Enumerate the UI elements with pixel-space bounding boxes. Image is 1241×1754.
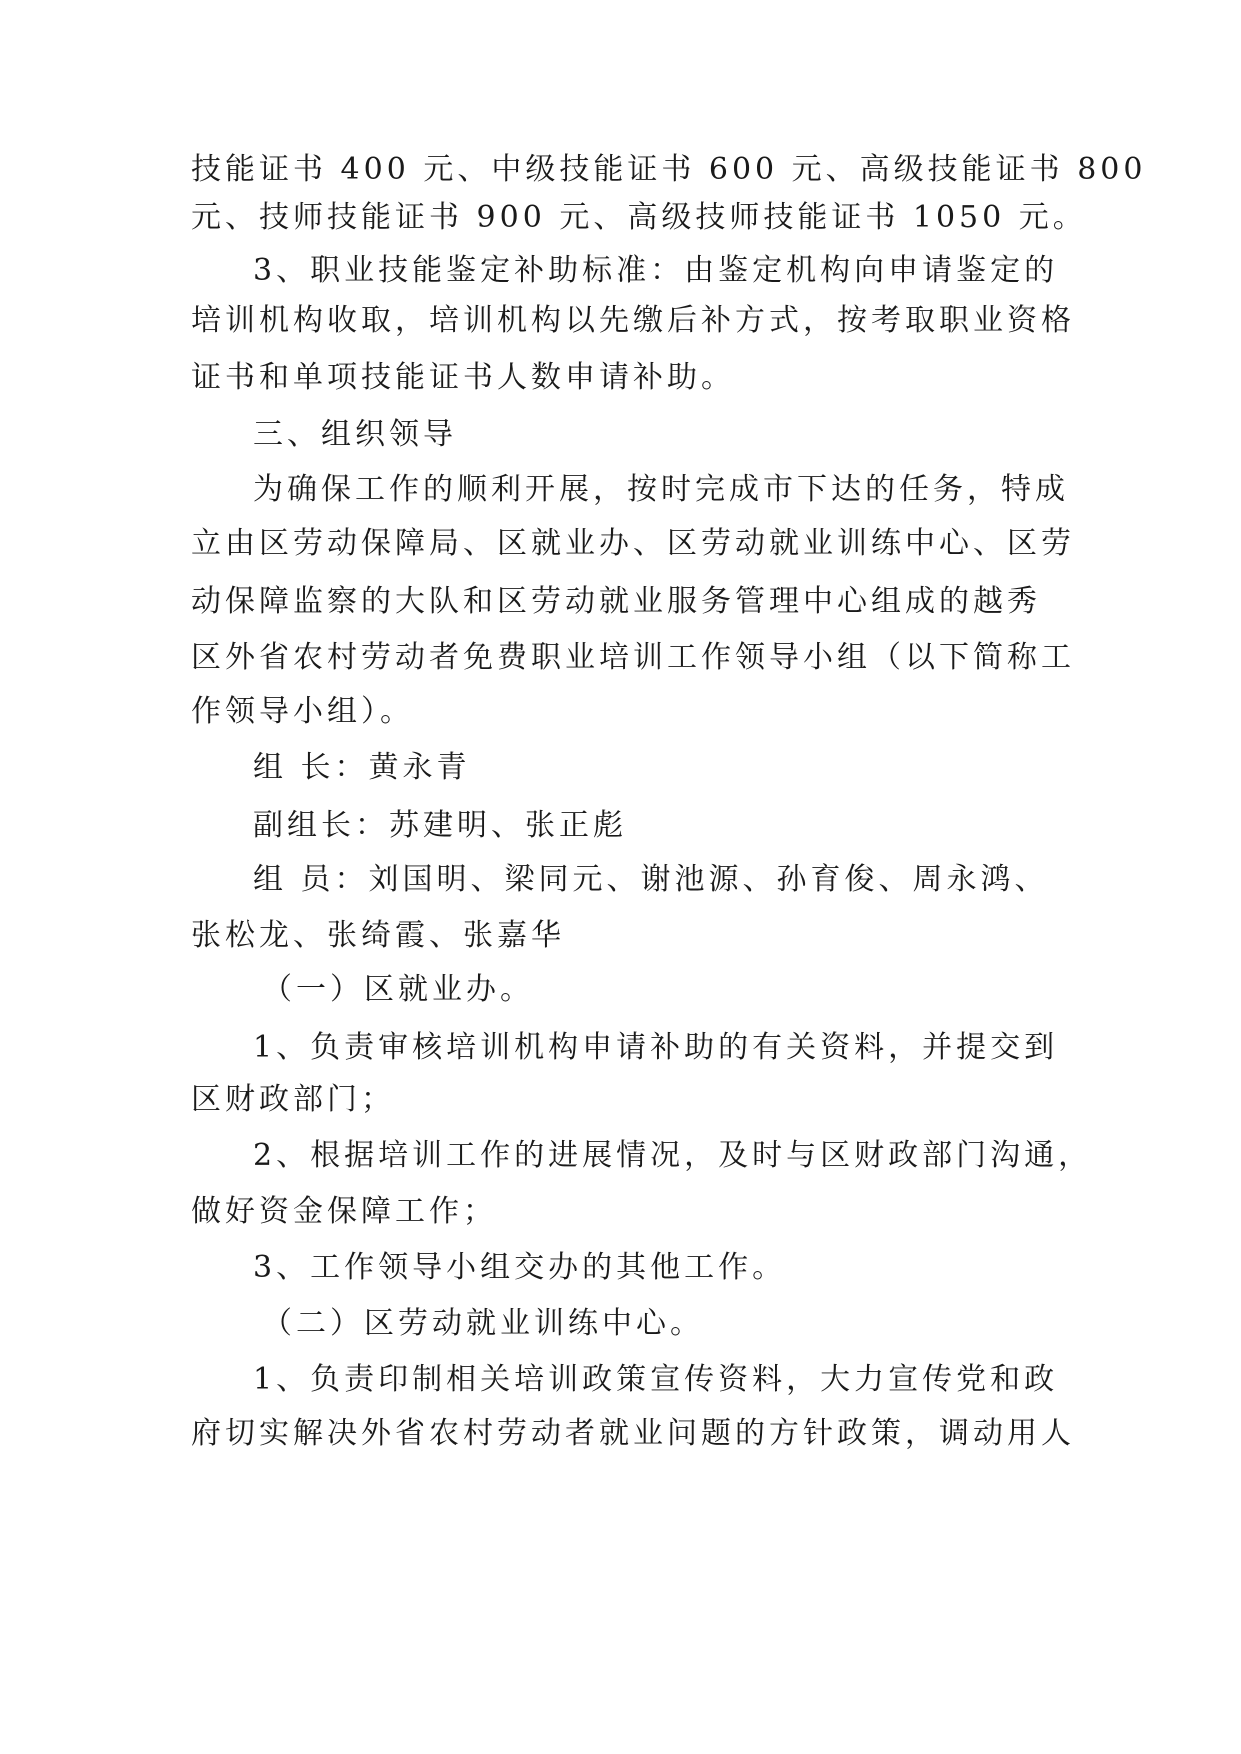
text-line: 1、负责审核培训机构申请补助的有关资料，并提交到: [253, 1030, 1059, 1065]
subsection-heading: （二）区劳动就业训练中心。: [262, 1306, 704, 1341]
text-line: 组 长：黄永青: [253, 750, 471, 785]
text-line: 区外省农村劳动者免费职业培训工作领导小组（以下简称工: [191, 640, 1075, 675]
text-line: 动保障监察的大队和区劳动就业服务管理中心组成的越秀: [191, 584, 1041, 619]
text-line: 培训机构收取，培训机构以先缴后补方式，按考取职业资格: [191, 303, 1075, 338]
text-line: 2、根据培训工作的进展情况，及时与区财政部门沟通，: [253, 1138, 1093, 1173]
text-line: 组 员：刘国明、梁同元、谢池源、孙育俊、周永鸿、: [253, 862, 1049, 897]
text-line: 元、技师技能证书 900 元、高级技师技能证书 1050 元。: [191, 200, 1087, 235]
text-line: 3、职业技能鉴定补助标准：由鉴定机构向申请鉴定的: [253, 253, 1059, 288]
text-line: 为确保工作的顺利开展，按时完成市下达的任务，特成: [253, 472, 1069, 507]
section-heading: 三、组织领导: [253, 417, 457, 452]
text-line: 证书和单项技能证书人数申请补助。: [191, 360, 735, 395]
text-line: 张松龙、张绮霞、张嘉华: [191, 918, 565, 953]
text-line: 做好资金保障工作；: [191, 1194, 497, 1229]
text-line: 立由区劳动保障局、区就业办、区劳动就业训练中心、区劳: [191, 526, 1075, 561]
text-line: 副组长：苏建明、张正彪: [253, 808, 627, 843]
text-line: 府切实解决外省农村劳动者就业问题的方针政策，调动用人: [191, 1416, 1075, 1451]
text-line: 作领导小组）。: [191, 694, 414, 729]
text-line: 3、工作领导小组交办的其他工作。: [253, 1250, 787, 1285]
subsection-heading: （一）区就业办。: [262, 972, 534, 1007]
text-line: 区财政部门；: [191, 1082, 395, 1117]
text-line: 技能证书 400 元、中级技能证书 600 元、高级技能证书 800: [191, 152, 1147, 187]
text-line: 1、负责印制相关培训政策宣传资料，大力宣传党和政: [253, 1362, 1059, 1397]
